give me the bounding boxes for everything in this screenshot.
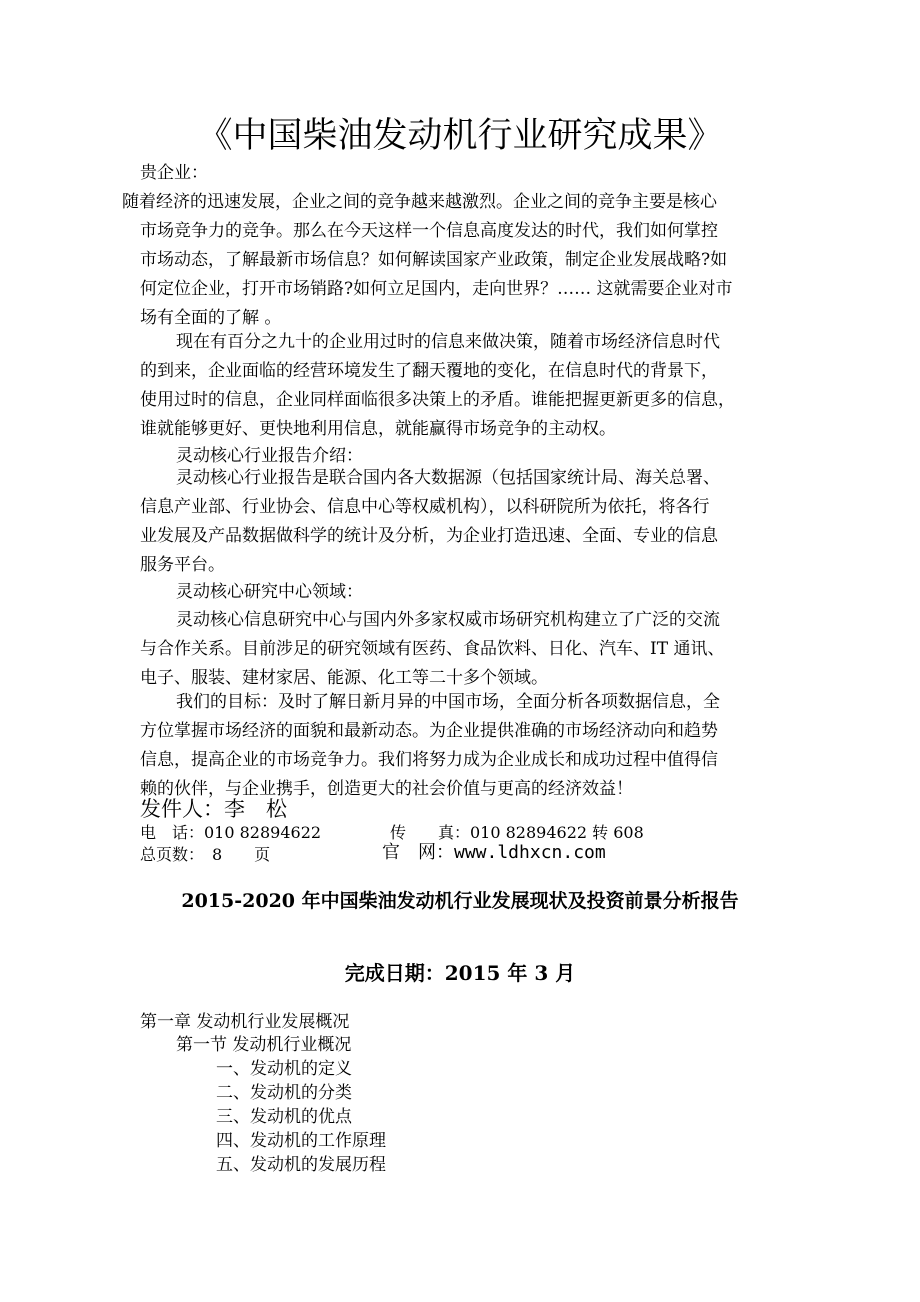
paragraph-4	[140, 606, 780, 693]
text-line: 灵动核心信息研究中心与国内外多家权威市场研究机构建立了广泛的交流	[176, 610, 720, 630]
completion-date: 完成日期：2015 年 3 月	[344, 961, 576, 985]
text-line: 市场动态，了解最新市场信息？如何解读国家产业政策，制定企业发展战略?如	[140, 250, 728, 270]
fax-number: 传 真：010 82894622 转 608	[390, 823, 644, 842]
text-line: 服务平台。	[140, 555, 225, 575]
website-label: 官 网：	[382, 842, 454, 863]
text-line: 信息，提高企业的市场竞争力。我们将努力成为企业成长和成功过程中值得信	[140, 750, 718, 770]
phone-number: 电 话：010 82894622	[140, 823, 322, 842]
text-line: 现在有百分之九十的企业用过时的信息来做决策，随着市场经济信息时代	[176, 332, 720, 352]
text-line: 方位掌握市场经济的面貌和最新动态。为企业提供准确的市场经济动向和趋势	[140, 721, 718, 741]
text-line: 灵动核心行业报告是联合国内各大数据源（包括国家统计局、海关总署、	[176, 468, 720, 488]
text-line: 我们的目标：及时了解日新月异的中国市场，全面分析各项数据信息，全	[176, 692, 720, 712]
toc-item[interactable]: 二、发动机的分类	[216, 1083, 352, 1103]
heading-report-intro: 灵动核心行业报告介绍：	[176, 446, 363, 466]
toc-item[interactable]: 一、发动机的定义	[216, 1059, 352, 1079]
text-line: 市场竞争力的竞争。那么在今天这样一个信息高度发达的时代，我们如何掌控	[140, 221, 718, 241]
toc-item[interactable]: 四、发动机的工作原理	[216, 1131, 386, 1151]
text-line: 的到来，企业面临的经营环境发生了翻天覆地的变化，在信息时代的背景下，	[140, 361, 718, 381]
toc-chapter-1[interactable]: 第一章 发动机行业发展概况	[140, 1012, 350, 1032]
paragraph-1	[122, 188, 780, 333]
paragraph-2	[140, 328, 780, 444]
toc-section-1[interactable]: 第一节 发动机行业概况	[176, 1035, 352, 1055]
sender-name: 发件人：李 松	[140, 797, 287, 821]
greeting: 贵企业：	[140, 163, 208, 183]
toc-item[interactable]: 五、发动机的发展历程	[216, 1155, 386, 1175]
text-line: 随着经济的迅速发展，企业之间的竞争越来越激烈。企业之间的竞争主要是核心	[122, 192, 717, 212]
document-title: 《中国柴油发动机行业研究成果》	[197, 116, 723, 156]
text-line: 电子、服装、建材家居、能源、化工等二十多个领域。	[140, 668, 548, 688]
text-line: 业发展及产品数据做科学的统计及分析，为企业打造迅速、全面、专业的信息	[140, 526, 718, 546]
toc-item[interactable]: 三、发动机的优点	[216, 1107, 352, 1127]
website-link[interactable]: www.ldhxcn.com	[454, 842, 606, 863]
text-line: 使用过时的信息，企业同样面临很多决策上的矛盾。谁能把握更新更多的信息，	[140, 390, 735, 410]
paragraph-3	[140, 464, 780, 580]
text-line: 与合作关系。目前涉足的研究领域有医药、食品饮料、日化、汽车、IT 通讯、	[140, 639, 725, 659]
report-title: 2015-2020 年中国柴油发动机行业发展现状及投资前景分析报告	[181, 890, 739, 912]
paragraph-5	[140, 688, 780, 804]
text-line: 场有全面的了解 。	[140, 308, 282, 328]
heading-research-areas: 灵动核心研究中心领域：	[176, 582, 363, 602]
website	[382, 841, 606, 865]
text-line: 信息产业部、行业协会、信息中心等权威机构），以科研院所为依托，将各行	[140, 497, 710, 517]
text-line: 赖的伙伴，与企业携手，创造更大的社会价值与更高的经济效益！	[140, 779, 633, 799]
total-pages: 总页数： 8 页	[140, 845, 271, 864]
text-line: 谁就能够更好、更快地利用信息，就能赢得市场竞争的主动权。	[140, 419, 616, 439]
text-line: 何定位企业，打开市场销路?如何立足国内，走向世界？…… 这就需要企业对市	[140, 279, 733, 299]
